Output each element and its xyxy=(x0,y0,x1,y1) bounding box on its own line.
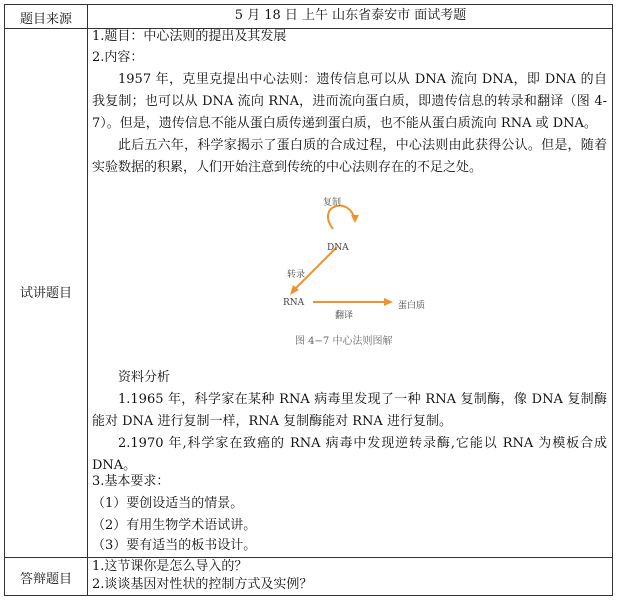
header-source-value: 5 月 18 日 上午 山东省泰安市 面试考题 xyxy=(234,8,467,23)
requirement-3: （3）要有适当的板书设计。 xyxy=(92,538,257,553)
central-dogma-figure xyxy=(275,189,455,309)
arrowhead xyxy=(384,298,393,306)
requirement-2: （2）有用生物学术语试讲。 xyxy=(92,518,257,533)
lecture-row-label: 试讲题目 xyxy=(19,286,72,301)
label-dna: DNA xyxy=(327,243,349,253)
paragraph-1: 1957 年，克里克提出中心法则：遗传信息可以从 DNA 流向 DNA，即 DNA 的自我复制；也可以从 DNA 流向 RNA，进而流向蛋白质，即遗传信息的转录和翻译（图 4-7）。但是，遗传信息不能从蛋白质传递到蛋白质，也不能从蛋白质流向 RNA 或 DNA。 xyxy=(92,72,607,131)
defense-row-label: 答辩题目 xyxy=(19,572,72,587)
analysis-title: 资料分析 xyxy=(118,370,171,385)
lecture-title: 1.题目：中心法则的提出及其发展 xyxy=(92,29,287,44)
analysis-item-1: 1.1965 年，科学家在某种 RNA 病毒里发现了一种 RNA 复制酶，像 DNA 复制酶能对 DNA 进行复制一样，RNA 复制酶能对 RNA 进行复制。 xyxy=(92,392,607,429)
paragraph-2: 此后五六年，科学家揭示了蛋白质的合成过程，中心法则由此获得公认。但是，随着实验数据的积累，人们开始注意到传统的中心法则存在的不足之处。 xyxy=(92,138,607,175)
label-translate: 翻译 xyxy=(335,311,354,321)
label-transcribe: 转录 xyxy=(287,270,306,280)
content-label: 2.内容： xyxy=(92,50,144,65)
requirement-1: （1）要创设适当的情景。 xyxy=(92,496,244,511)
label-protein: 蛋白质 xyxy=(398,301,426,311)
analysis-item-2: 2.1970 年,科学家在致癌的 RNA 病毒中发现逆转录酶,它能以 RNA 为模板合成 DNA。 xyxy=(92,436,607,473)
loop-arrow xyxy=(328,206,355,229)
column-divider xyxy=(87,5,88,595)
defense-question-1: 1.这节课你是怎么导入的？ xyxy=(92,559,248,574)
arrowhead xyxy=(351,215,359,223)
exam-table xyxy=(4,4,613,596)
defense-question-2: 2.谈谈基因对性状的控制方式及实例？ xyxy=(92,577,313,592)
requirements-label: 3.基本要求： xyxy=(92,474,170,489)
figure-caption: 图 4−7 中心法则图解 xyxy=(295,336,393,347)
label-rna: RNA xyxy=(283,298,305,308)
label-replicate: 复制 xyxy=(323,198,342,208)
header-source-label: 题目来源 xyxy=(19,12,72,27)
